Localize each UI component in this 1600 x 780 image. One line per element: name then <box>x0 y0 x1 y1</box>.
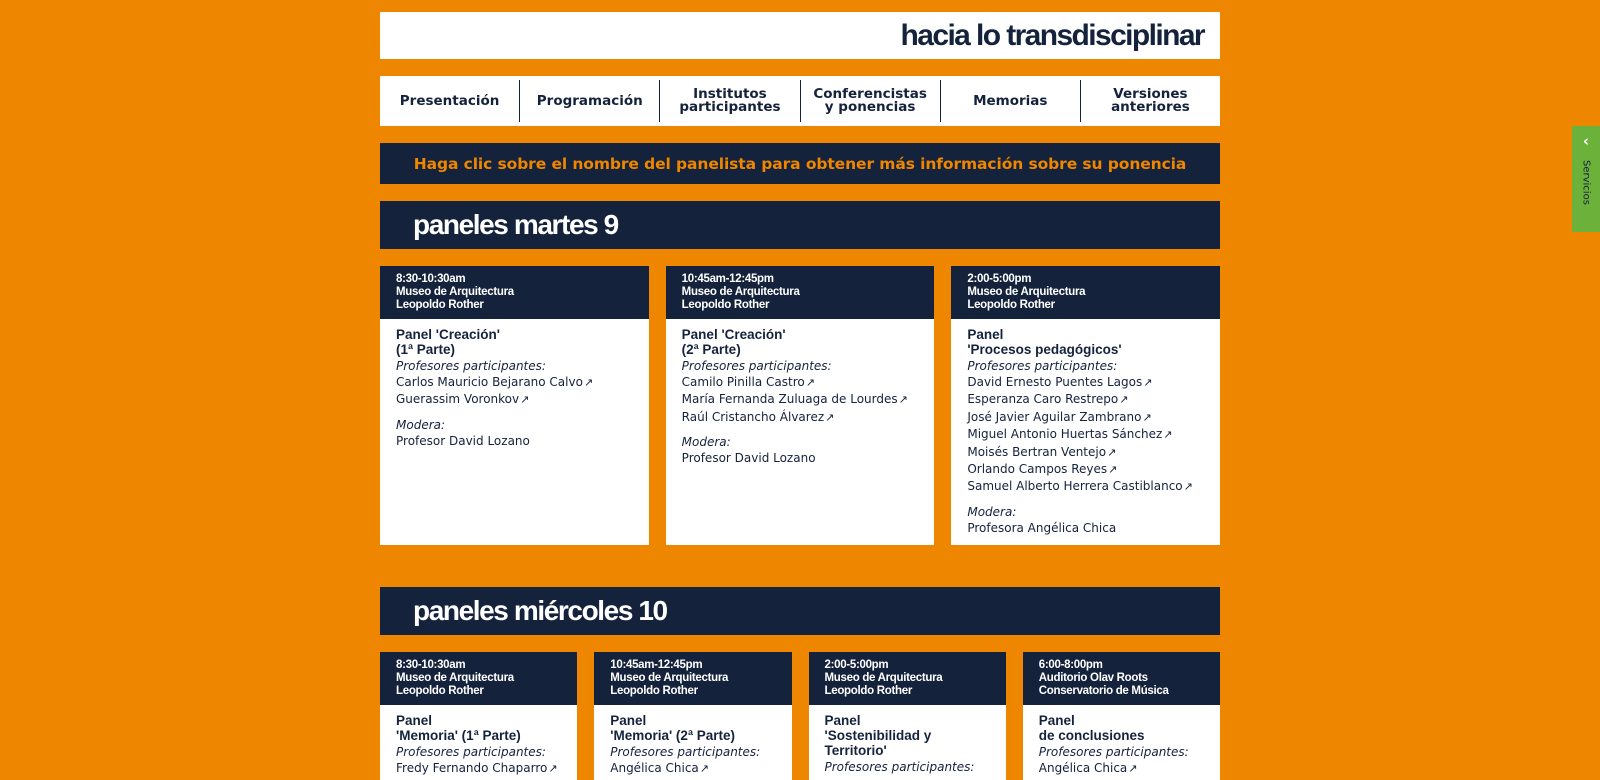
panelist-name: Miguel Antonio Huertas Sánchez <box>967 427 1163 442</box>
panelist-link[interactable] <box>967 426 1210 443</box>
day-title: paneles martes 9 <box>413 209 618 240</box>
panel-venue: Museo de Arquitectura <box>967 286 1086 298</box>
participants-label: Profesores participantes: <box>1038 745 1189 759</box>
nav-versiones[interactable]: Versiones anteriores <box>1111 86 1190 115</box>
panel-venue-detail: Leopoldo Rother <box>681 299 770 311</box>
panel-header <box>666 266 935 319</box>
moderator-name: Profesora Angélica Chica <box>967 520 1117 535</box>
panel-body <box>666 319 935 480</box>
panelist-link[interactable] <box>682 409 925 426</box>
panelist-name: Fredy Fernando Chaparro <box>396 761 548 775</box>
nav-conferencistas[interactable]: Conferencistas y ponencias <box>801 80 941 122</box>
panel-venue-detail: Leopoldo Rother <box>967 299 1055 311</box>
panelist-link[interactable] <box>967 478 1210 495</box>
day-title: paneles miércoles 10 <box>413 595 667 626</box>
external-link-icon: ↗ <box>1119 393 1129 407</box>
panel-title: Panel 'Memoria' (1ª Parte) <box>396 713 521 743</box>
panels-martes <box>380 266 1220 545</box>
moderator-name: Profesor David Lozano <box>681 451 816 466</box>
participants-label: Profesores participantes: <box>967 359 1118 373</box>
panelist-link[interactable] <box>967 374 1210 391</box>
panel-time: 2:00-5:00pm <box>967 273 1032 285</box>
services-label: Servicios <box>1580 160 1592 205</box>
panelist-name: Orlando Campos Reyes <box>967 462 1108 477</box>
external-link-icon: ↗ <box>1143 376 1153 389</box>
panel-header <box>1023 652 1220 705</box>
panel-venue: Auditorio Olav Roots <box>1038 672 1148 684</box>
external-link-icon: ↗ <box>1108 463 1118 477</box>
panel-card <box>1023 652 1220 780</box>
panelist-link[interactable] <box>682 391 925 408</box>
panel-time: 10:45am-12:45pm <box>681 273 774 285</box>
panelist-link[interactable] <box>1039 760 1210 777</box>
panels-miercoles <box>380 652 1220 780</box>
external-link-icon: ↗ <box>1142 410 1152 424</box>
moderator-name: Profesor David Lozano <box>396 433 530 448</box>
external-link-icon: ↗ <box>583 376 594 389</box>
panelist-name: Raúl Cristancho Álvarez <box>681 409 825 424</box>
panelist-link[interactable] <box>682 374 925 391</box>
page-container <box>380 12 1220 780</box>
panel-venue-detail: Conservatorio de Música <box>1038 685 1169 697</box>
notice-banner <box>380 143 1220 184</box>
notice-text: Haga clic sobre el nombre del panelista para obtener más información sobre su ponencia <box>413 154 1187 173</box>
panelist-link[interactable] <box>610 760 781 777</box>
panelist-link[interactable] <box>396 760 567 777</box>
panelist-name: Carlos Mauricio Bejarano Calvo <box>396 375 583 389</box>
nav-presentacion[interactable]: Presentación <box>380 80 520 122</box>
panelist-name: Angélica Chica <box>1038 761 1128 775</box>
panelist-name: David Ernesto Puentes Lagos <box>967 375 1143 389</box>
external-link-icon: ↗ <box>1163 428 1173 442</box>
external-link-icon: ↗ <box>1128 762 1138 775</box>
external-link-icon: ↗ <box>548 762 558 775</box>
nav-institutos[interactable]: Institutos participantes <box>660 80 800 122</box>
panelist-name: Moisés Bertran Ventejo <box>967 444 1107 459</box>
panel-body <box>809 705 1006 780</box>
external-link-icon: ↗ <box>898 393 908 407</box>
panel-time: 6:00-8:00pm <box>1038 659 1103 671</box>
panel-card <box>594 652 791 780</box>
panelist-link[interactable] <box>967 409 1210 426</box>
panelist-name: Guerassim Voronkov <box>396 392 520 407</box>
panelist-name: Camilo Pinilla Castro <box>681 375 805 389</box>
panel-venue-detail: Leopoldo Rother <box>610 685 698 697</box>
panel-title: Panel 'Sostenibilidad y Territorio' <box>824 713 932 758</box>
panel-title: Panel 'Procesos pedagógicos' <box>967 327 1122 357</box>
moderator-label: Modera: <box>681 435 731 450</box>
panel-body <box>594 705 791 780</box>
site-title[interactable]: hacia lo transdisciplinar <box>900 18 1204 52</box>
chevron-left-icon: ‹ <box>1582 132 1590 150</box>
panel-venue: Museo de Arquitectura <box>681 286 800 298</box>
panelist-name: María Fernanda Zuluaga de Lourdes <box>681 392 898 407</box>
participants-label: Profesores participantes: <box>396 359 546 373</box>
panelist-link[interactable] <box>396 374 639 391</box>
panel-body <box>1023 705 1220 780</box>
main-nav <box>380 76 1220 126</box>
site-header <box>380 12 1220 59</box>
panelist-link[interactable] <box>967 444 1210 461</box>
panel-time: 2:00-5:00pm <box>824 659 889 671</box>
panel-card <box>380 266 649 545</box>
external-link-icon: ↗ <box>1183 480 1193 494</box>
panel-header <box>809 652 1006 705</box>
participants-label: Profesores participantes: <box>396 745 546 759</box>
participants-label: Profesores participantes: <box>681 359 832 373</box>
panel-header <box>380 266 649 319</box>
panelist-link[interactable] <box>967 391 1210 408</box>
panel-venue-detail: Leopoldo Rother <box>396 685 484 697</box>
panel-title: Panel 'Memoria' (2ª Parte) <box>610 713 735 743</box>
panel-header <box>951 266 1220 319</box>
panel-body <box>380 705 577 780</box>
panel-venue: Museo de Arquitectura <box>824 672 943 684</box>
panel-card <box>666 266 935 545</box>
services-tab[interactable] <box>1572 126 1600 232</box>
panel-venue: Museo de Arquitectura <box>396 286 514 298</box>
nav-programacion[interactable]: Programación <box>520 80 660 122</box>
panelist-name: Samuel Alberto Herrera Castiblanco <box>967 479 1183 494</box>
panel-venue: Museo de Arquitectura <box>610 672 729 684</box>
day-header-martes <box>380 201 1220 249</box>
panel-body <box>951 319 1220 550</box>
panel-title: Panel 'Creación' (2ª Parte) <box>681 327 786 357</box>
panelist-name: Angélica Chica <box>610 761 699 775</box>
panelist-link[interactable] <box>396 391 639 408</box>
panel-time: 8:30-10:30am <box>396 659 466 671</box>
external-link-icon: ↗ <box>699 762 709 775</box>
panel-header <box>380 652 577 705</box>
panel-header <box>594 652 791 705</box>
external-link-icon: ↗ <box>825 410 835 424</box>
panel-venue-detail: Leopoldo Rother <box>824 685 912 697</box>
participants-label: Profesores participantes: <box>610 745 761 759</box>
panel-title: Panel 'Creación' (1ª Parte) <box>396 327 500 357</box>
external-link-icon: ↗ <box>805 376 815 389</box>
panelist-name: José Javier Aguilar Zambrano <box>967 409 1142 424</box>
panel-card <box>809 652 1006 780</box>
nav-memorias[interactable]: Memorias <box>941 80 1081 122</box>
panel-time: 10:45am-12:45pm <box>610 659 703 671</box>
panelist-name: Esperanza Caro Restrepo <box>967 392 1119 407</box>
external-link-icon: ↗ <box>520 393 530 407</box>
panel-card <box>951 266 1220 545</box>
external-link-icon: ↗ <box>1107 445 1117 459</box>
panel-venue-detail: Leopoldo Rother <box>396 299 484 311</box>
panelist-link[interactable] <box>967 461 1210 478</box>
panel-venue: Museo de Arquitectura <box>396 672 514 684</box>
moderator-label: Modera: <box>967 504 1017 519</box>
moderator-label: Modera: <box>396 417 446 432</box>
panel-card <box>380 652 577 780</box>
panel-title: Panel de conclusiones <box>1038 713 1145 743</box>
panel-body <box>380 319 649 463</box>
panel-time: 8:30-10:30am <box>396 273 466 285</box>
participants-label: Profesores participantes: <box>824 760 975 774</box>
day-header-miercoles <box>380 587 1220 635</box>
